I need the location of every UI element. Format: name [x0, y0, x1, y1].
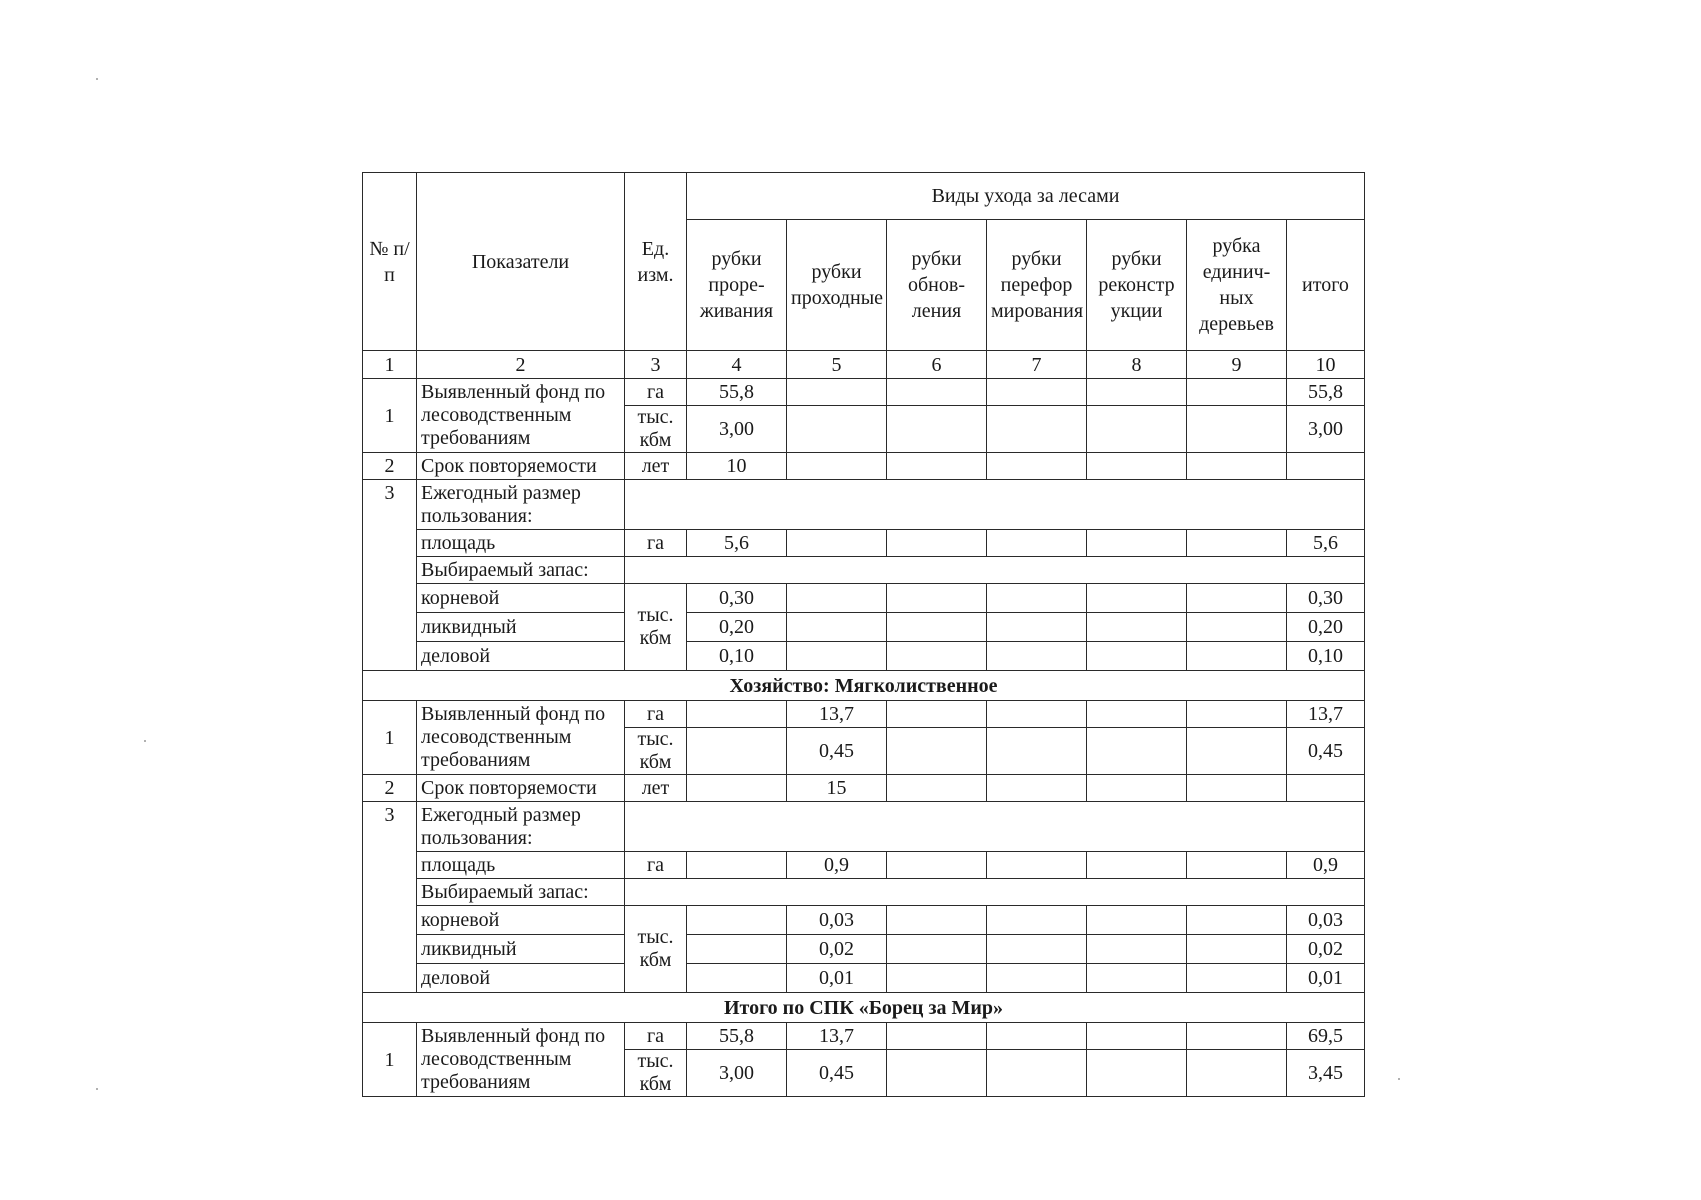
value-cell — [1287, 453, 1365, 480]
value-cell: 3,00 — [1287, 406, 1365, 453]
value-cell — [1087, 728, 1187, 775]
col-number: 9 — [1187, 351, 1287, 379]
col-number: 10 — [1287, 351, 1365, 379]
value-cell — [987, 1023, 1087, 1050]
table-row — [363, 879, 1365, 906]
unit-cell: га — [625, 852, 687, 879]
indicator-root: корневой — [417, 584, 625, 613]
col-number: 5 — [787, 351, 887, 379]
section-header-row — [363, 671, 1365, 701]
value-cell — [787, 379, 887, 406]
value-cell — [1187, 379, 1287, 406]
value-cell — [1187, 613, 1287, 642]
table-row — [363, 906, 1365, 935]
row-number: 2 — [363, 453, 417, 480]
row-number: 1 — [363, 701, 417, 775]
value-cell — [987, 935, 1087, 964]
header-group-title: Виды ухода за лесами — [687, 173, 1365, 220]
value-cell — [887, 852, 987, 879]
header-type-reforming: рубки перефор мирования — [987, 220, 1087, 351]
value-cell: 5,6 — [1287, 530, 1365, 557]
value-cell: 0,03 — [1287, 906, 1365, 935]
value-cell — [887, 775, 987, 802]
value-cell — [987, 775, 1087, 802]
value-cell — [1287, 775, 1365, 802]
value-cell: 15 — [787, 775, 887, 802]
value-cell — [1087, 584, 1187, 613]
value-cell — [1087, 530, 1187, 557]
value-cell: 0,9 — [1287, 852, 1365, 879]
value-cell — [1087, 406, 1187, 453]
value-cell: 13,7 — [1287, 701, 1365, 728]
value-cell — [1087, 775, 1187, 802]
value-cell: 0,03 — [787, 906, 887, 935]
indicator-period: Срок повторяемости — [417, 775, 625, 802]
value-cell: 13,7 — [787, 1023, 887, 1050]
row-number: 1 — [363, 379, 417, 453]
value-cell — [787, 530, 887, 557]
value-cell — [1187, 852, 1287, 879]
value-cell: 0,20 — [687, 613, 787, 642]
value-cell — [787, 453, 887, 480]
value-cell — [1087, 701, 1187, 728]
indicator-fund: Выявленный фонд по лесоводственным требованиям — [417, 1023, 625, 1097]
value-cell: 69,5 — [1287, 1023, 1365, 1050]
indicator-area: площадь — [417, 852, 625, 879]
value-cell — [1187, 584, 1287, 613]
value-cell — [987, 852, 1087, 879]
value-cell — [1187, 964, 1287, 993]
unit-cell: тыс. кбм — [625, 584, 687, 671]
table-row — [363, 584, 1365, 613]
table-row — [363, 935, 1365, 964]
scan-speck — [96, 78, 98, 80]
value-cell: 55,8 — [687, 1023, 787, 1050]
value-cell — [987, 379, 1087, 406]
indicator-business: деловой — [417, 642, 625, 671]
header-unit: Ед. изм. — [625, 173, 687, 351]
value-cell — [887, 584, 987, 613]
value-cell — [1087, 642, 1187, 671]
value-cell: 3,45 — [1287, 1050, 1365, 1097]
table-row — [363, 775, 1365, 802]
value-cell — [1087, 1050, 1187, 1097]
value-cell — [987, 1050, 1087, 1097]
value-cell — [987, 584, 1087, 613]
section-title: Итого по СПК «Борец за Мир» — [363, 993, 1365, 1023]
indicator-stock: Выбираемый запас: — [417, 557, 625, 584]
indicator-liquid: ликвидный — [417, 613, 625, 642]
header-type-renewal: рубки обнов-ления — [887, 220, 987, 351]
value-cell — [887, 906, 987, 935]
table-row — [363, 642, 1365, 671]
unit-cell: га — [625, 701, 687, 728]
value-cell — [1187, 728, 1287, 775]
value-cell — [1187, 453, 1287, 480]
value-cell — [987, 728, 1087, 775]
col-number: 2 — [417, 351, 625, 379]
unit-cell: тыс. кбм — [625, 1050, 687, 1097]
value-cell — [1187, 642, 1287, 671]
value-cell: 0,45 — [787, 728, 887, 775]
indicator-fund: Выявленный фонд по лесоводственным требованиям — [417, 379, 625, 453]
col-number: 4 — [687, 351, 787, 379]
table-row — [363, 480, 1365, 530]
value-cell — [887, 1050, 987, 1097]
value-cell — [1087, 613, 1187, 642]
value-cell: 5,6 — [687, 530, 787, 557]
col-number: 6 — [887, 351, 987, 379]
header-type-thinning: рубки проре-живания — [687, 220, 787, 351]
value-cell: 0,02 — [1287, 935, 1365, 964]
value-cell — [687, 935, 787, 964]
indicator-annual: Ежегодный размер пользования: — [417, 480, 625, 530]
value-cell — [887, 964, 987, 993]
unit-cell: тыс. кбм — [625, 728, 687, 775]
value-cell — [1087, 935, 1187, 964]
col-number: 1 — [363, 351, 417, 379]
unit-cell: тыс. кбм — [625, 406, 687, 453]
value-cell — [887, 701, 987, 728]
value-cell — [1187, 775, 1287, 802]
value-cell — [987, 642, 1087, 671]
value-cell: 3,00 — [687, 406, 787, 453]
empty-span-cell — [625, 557, 1365, 584]
value-cell — [787, 642, 887, 671]
value-cell — [1087, 1023, 1187, 1050]
value-cell — [1187, 1023, 1287, 1050]
value-cell: 0,45 — [1287, 728, 1365, 775]
table-row — [363, 613, 1365, 642]
value-cell — [987, 964, 1087, 993]
table-row — [363, 530, 1365, 557]
scan-speck — [144, 740, 146, 742]
value-cell: 0,9 — [787, 852, 887, 879]
indicator-period: Срок повторяемости — [417, 453, 625, 480]
table-row — [363, 453, 1365, 480]
indicator-stock: Выбираемый запас: — [417, 879, 625, 906]
header-num: № п/п — [363, 173, 417, 351]
scan-speck — [96, 1088, 98, 1090]
table-row — [363, 379, 1365, 406]
table-row — [363, 802, 1365, 852]
value-cell — [887, 613, 987, 642]
indicator-annual: Ежегодный размер пользования: — [417, 802, 625, 852]
value-cell — [987, 613, 1087, 642]
value-cell — [887, 530, 987, 557]
value-cell: 0,01 — [1287, 964, 1365, 993]
value-cell — [1187, 906, 1287, 935]
table-row — [363, 964, 1365, 993]
value-cell — [887, 728, 987, 775]
value-cell — [1087, 906, 1187, 935]
table-row — [363, 1023, 1365, 1050]
value-cell: 3,00 — [687, 1050, 787, 1097]
value-cell — [1087, 964, 1187, 993]
forest-care-table — [362, 172, 1365, 1097]
indicator-fund: Выявленный фонд по лесоводственным требованиям — [417, 701, 625, 775]
value-cell — [687, 701, 787, 728]
indicator-area: площадь — [417, 530, 625, 557]
value-cell: 13,7 — [787, 701, 887, 728]
value-cell: 0,01 — [787, 964, 887, 993]
value-cell — [687, 775, 787, 802]
row-number: 1 — [363, 1023, 417, 1097]
value-cell — [887, 935, 987, 964]
value-cell: 55,8 — [1287, 379, 1365, 406]
value-cell — [1187, 406, 1287, 453]
value-cell — [787, 613, 887, 642]
empty-span-cell — [625, 480, 1365, 530]
value-cell — [987, 406, 1087, 453]
value-cell: 0,30 — [687, 584, 787, 613]
col-number: 7 — [987, 351, 1087, 379]
value-cell — [987, 701, 1087, 728]
scan-speck — [1398, 1078, 1400, 1080]
value-cell: 0,20 — [1287, 613, 1365, 642]
value-cell — [1187, 530, 1287, 557]
header-type-reconstruction: рубки реконстр укции — [1087, 220, 1187, 351]
value-cell — [887, 453, 987, 480]
value-cell: 0,10 — [1287, 642, 1365, 671]
indicator-business: деловой — [417, 964, 625, 993]
value-cell — [887, 1023, 987, 1050]
value-cell — [987, 906, 1087, 935]
unit-cell: лет — [625, 775, 687, 802]
table-row — [363, 852, 1365, 879]
header-type-passing: рубки проходные — [787, 220, 887, 351]
empty-span-cell — [625, 879, 1365, 906]
unit-cell: тыс. кбм — [625, 906, 687, 993]
value-cell — [887, 379, 987, 406]
empty-span-cell — [625, 802, 1365, 852]
header-type-total: итого — [1287, 220, 1365, 351]
value-cell — [1187, 1050, 1287, 1097]
row-number: 3 — [363, 480, 417, 671]
value-cell — [987, 453, 1087, 480]
value-cell — [1187, 701, 1287, 728]
value-cell — [687, 852, 787, 879]
value-cell — [787, 584, 887, 613]
value-cell: 0,30 — [1287, 584, 1365, 613]
value-cell — [887, 406, 987, 453]
value-cell — [1187, 935, 1287, 964]
section-header-row — [363, 993, 1365, 1023]
value-cell: 55,8 — [687, 379, 787, 406]
unit-cell: га — [625, 530, 687, 557]
value-cell — [787, 406, 887, 453]
value-cell — [687, 728, 787, 775]
unit-cell: га — [625, 1023, 687, 1050]
header-indicators: Показатели — [417, 173, 625, 351]
table-row — [363, 557, 1365, 584]
value-cell — [987, 530, 1087, 557]
indicator-liquid: ликвидный — [417, 935, 625, 964]
value-cell: 0,10 — [687, 642, 787, 671]
indicator-root: корневой — [417, 906, 625, 935]
section-title: Хозяйство: Мягколиственное — [363, 671, 1365, 701]
value-cell — [1087, 453, 1187, 480]
unit-cell: лет — [625, 453, 687, 480]
row-number: 2 — [363, 775, 417, 802]
value-cell: 10 — [687, 453, 787, 480]
header-type-single-trees: рубка единич-ных деревьев — [1187, 220, 1287, 351]
value-cell — [687, 906, 787, 935]
unit-cell: га — [625, 379, 687, 406]
value-cell — [1087, 379, 1187, 406]
value-cell: 0,45 — [787, 1050, 887, 1097]
value-cell — [887, 642, 987, 671]
value-cell — [1087, 852, 1187, 879]
table-row — [363, 701, 1365, 728]
value-cell — [687, 964, 787, 993]
row-number: 3 — [363, 802, 417, 993]
col-number: 3 — [625, 351, 687, 379]
value-cell: 0,02 — [787, 935, 887, 964]
col-number: 8 — [1087, 351, 1187, 379]
